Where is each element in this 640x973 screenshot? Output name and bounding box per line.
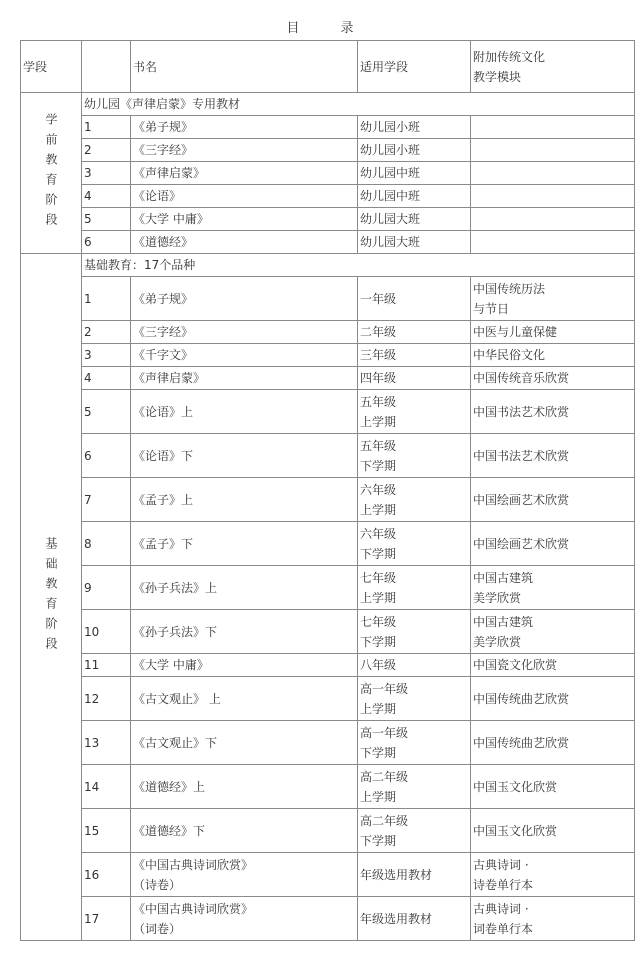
grade-line2: 下学期 — [360, 546, 397, 561]
table-row — [21, 277, 635, 321]
module-line1: 中国传统音乐欣赏 — [473, 371, 570, 385]
module-line1: 中医与儿童保健 — [473, 325, 558, 339]
module-cell — [471, 522, 635, 566]
module-cell — [471, 116, 635, 139]
book-title: 《孟子》上 — [133, 492, 194, 507]
book-title: 《孟子》下 — [133, 536, 194, 551]
book-title: 《三字经》 — [133, 325, 194, 339]
module-line2: 美学欣赏 — [473, 634, 522, 649]
book-cell — [131, 321, 358, 344]
book-cell — [131, 677, 358, 721]
book-title: 《中国古典诗词欣赏》 — [133, 901, 254, 916]
book-cell — [131, 522, 358, 566]
grade-line1: 二年级 — [360, 325, 397, 339]
row-number: 16 — [82, 853, 131, 897]
grade-line2: 下学期 — [360, 634, 397, 649]
module-cell — [471, 478, 635, 522]
book-cell — [131, 344, 358, 367]
table-row — [21, 344, 635, 367]
preschool-subtitle: 幼儿园《声律启蒙》专用教材 — [82, 93, 635, 116]
book-subtitle: （诗卷） — [133, 877, 182, 892]
book-cell — [131, 566, 358, 610]
module-cell — [471, 162, 635, 185]
grade-cell: 幼儿园小班 — [358, 139, 471, 162]
module-line1: 中国玉文化欣赏 — [473, 823, 558, 838]
module-line2: 词卷单行本 — [473, 921, 534, 936]
book-title: 《道德经》下 — [133, 823, 206, 838]
grade-line1: 年级选用教材 — [360, 867, 433, 882]
module-cell — [471, 208, 635, 231]
table-row — [21, 721, 635, 765]
grade-line1: 七年级 — [360, 570, 397, 585]
grade-line1: 一年级 — [360, 291, 397, 306]
book-title: 《弟子规》 — [131, 116, 358, 139]
table-row — [21, 478, 635, 522]
row-number: 3 — [82, 162, 131, 185]
table-row — [21, 566, 635, 610]
grade-line1: 五年级 — [360, 438, 397, 453]
book-cell — [131, 721, 358, 765]
page-title: 目 录 — [286, 21, 368, 36]
table-row — [21, 765, 635, 809]
book-cell — [131, 809, 358, 853]
module-line1: 中国绘画艺术欣赏 — [473, 492, 570, 507]
book-title: 《古文观止》下 — [133, 735, 218, 750]
header-row — [21, 41, 635, 93]
catalog-table — [20, 40, 635, 941]
row-number: 6 — [82, 231, 131, 254]
row-number: 4 — [82, 367, 131, 390]
module-cell — [471, 344, 635, 367]
row-number: 6 — [82, 434, 131, 478]
table-row — [21, 853, 635, 897]
module-cell — [471, 566, 635, 610]
table-row — [21, 897, 635, 941]
book-title: 《弟子规》 — [133, 291, 194, 306]
book-title: 《声律启蒙》 — [133, 371, 206, 385]
row-number: 17 — [82, 897, 131, 941]
book-subtitle: （词卷） — [133, 921, 182, 936]
grade-line1: 高二年级 — [360, 813, 409, 828]
grade-line1: 高一年级 — [360, 681, 409, 696]
grade-line2: 上学期 — [360, 789, 397, 804]
row-number: 7 — [82, 478, 131, 522]
table-row — [21, 231, 635, 254]
row-number: 15 — [82, 809, 131, 853]
preschool-subtitle-row — [21, 93, 635, 116]
module-cell — [471, 321, 635, 344]
grade-cell: 幼儿园中班 — [358, 185, 471, 208]
row-number: 4 — [82, 185, 131, 208]
grade-cell — [358, 897, 471, 941]
grade-cell — [358, 721, 471, 765]
row-number: 8 — [82, 522, 131, 566]
module-line1: 中国玉文化欣赏 — [473, 779, 558, 794]
module-cell — [471, 434, 635, 478]
grade-line2: 下学期 — [360, 745, 397, 760]
grade-line2: 下学期 — [360, 833, 397, 848]
module-line1: 中国传统曲艺欣赏 — [473, 735, 570, 750]
module-cell — [471, 721, 635, 765]
book-cell — [131, 277, 358, 321]
header-module — [471, 41, 635, 93]
module-cell — [471, 677, 635, 721]
header-book: 书名 — [131, 41, 358, 93]
module-cell — [471, 139, 635, 162]
grade-cell — [358, 853, 471, 897]
module-cell — [471, 231, 635, 254]
book-title: 《千字文》 — [133, 348, 194, 362]
book-cell — [131, 478, 358, 522]
grade-cell: 幼儿园大班 — [358, 208, 471, 231]
grade-line1: 年级选用教材 — [360, 911, 433, 926]
book-cell — [131, 390, 358, 434]
table-row — [21, 139, 635, 162]
book-title: 《道德经》 — [131, 231, 358, 254]
header-module-line2: 教学模块 — [473, 69, 522, 84]
grade-cell — [358, 344, 471, 367]
header-module-line1: 附加传统文化 — [473, 49, 546, 64]
row-number: 14 — [82, 765, 131, 809]
book-cell — [131, 610, 358, 654]
book-title: 《道德经》上 — [133, 779, 206, 794]
header-num — [82, 41, 131, 93]
grade-line2: 上学期 — [360, 502, 397, 517]
grade-line2: 上学期 — [360, 590, 397, 605]
row-number: 5 — [82, 390, 131, 434]
table-row — [21, 522, 635, 566]
grade-cell — [358, 522, 471, 566]
grade-cell — [358, 390, 471, 434]
module-line1: 古典诗词 · — [473, 857, 529, 872]
book-title: 《论语》 — [131, 185, 358, 208]
row-number: 9 — [82, 566, 131, 610]
grade-cell — [358, 654, 471, 677]
grade-cell — [358, 610, 471, 654]
grade-cell — [358, 677, 471, 721]
module-line1: 中国古建筑 — [473, 570, 534, 585]
grade-line1: 六年级 — [360, 526, 397, 541]
module-line1: 中国传统历法 — [473, 281, 546, 296]
table-row — [21, 367, 635, 390]
row-number: 2 — [82, 321, 131, 344]
table-row — [21, 434, 635, 478]
row-number: 13 — [82, 721, 131, 765]
row-number: 1 — [82, 277, 131, 321]
stage-basic: 基础教育阶段 — [21, 254, 82, 941]
module-cell — [471, 765, 635, 809]
grade-line1: 八年级 — [360, 658, 397, 672]
header-grade: 适用学段 — [358, 41, 471, 93]
book-title: 《中国古典诗词欣赏》 — [133, 857, 254, 872]
book-cell — [131, 765, 358, 809]
book-cell — [131, 853, 358, 897]
grade-cell — [358, 367, 471, 390]
row-number: 3 — [82, 344, 131, 367]
row-number: 1 — [82, 116, 131, 139]
module-line1: 中华民俗文化 — [473, 348, 546, 362]
book-cell — [131, 367, 358, 390]
grade-cell — [358, 765, 471, 809]
stage-preschool: 学前教育阶段 — [21, 93, 82, 254]
table-row — [21, 116, 635, 139]
book-title: 《孙子兵法》上 — [133, 580, 218, 595]
module-cell — [471, 610, 635, 654]
book-cell — [131, 654, 358, 677]
grade-line1: 四年级 — [360, 371, 397, 385]
module-cell — [471, 185, 635, 208]
table-row — [21, 610, 635, 654]
grade-cell — [358, 277, 471, 321]
table-row — [21, 162, 635, 185]
grade-cell — [358, 809, 471, 853]
table-row — [21, 809, 635, 853]
grade-cell — [358, 566, 471, 610]
table-row — [21, 677, 635, 721]
grade-line1: 高二年级 — [360, 769, 409, 784]
row-number: 5 — [82, 208, 131, 231]
row-number: 11 — [82, 654, 131, 677]
grade-line2: 下学期 — [360, 458, 397, 473]
book-cell — [131, 897, 358, 941]
grade-line2: 上学期 — [360, 414, 397, 429]
book-title: 《大学 中庸》 — [131, 208, 358, 231]
module-line1: 古典诗词 · — [473, 901, 529, 916]
row-number: 12 — [82, 677, 131, 721]
book-title: 《大学 中庸》 — [133, 658, 209, 672]
grade-cell — [358, 321, 471, 344]
grade-line1: 高一年级 — [360, 725, 409, 740]
module-line1: 中国书法艺术欣赏 — [473, 404, 570, 419]
book-title: 《论语》下 — [133, 448, 194, 463]
module-cell — [471, 277, 635, 321]
module-line1: 中国书法艺术欣赏 — [473, 448, 570, 463]
grade-cell — [358, 478, 471, 522]
module-cell — [471, 853, 635, 897]
module-line2: 诗卷单行本 — [473, 877, 534, 892]
module-cell — [471, 897, 635, 941]
table-row — [21, 390, 635, 434]
table-row — [21, 208, 635, 231]
module-line2: 与节日 — [473, 301, 510, 316]
book-cell — [131, 434, 358, 478]
module-line1: 中国绘画艺术欣赏 — [473, 536, 570, 551]
module-line1: 中国瓷文化欣赏 — [473, 658, 558, 672]
module-line1: 中国传统曲艺欣赏 — [473, 691, 570, 706]
row-number: 10 — [82, 610, 131, 654]
module-line2: 美学欣赏 — [473, 590, 522, 605]
book-title: 《论语》上 — [133, 404, 194, 419]
module-cell — [471, 809, 635, 853]
module-cell — [471, 654, 635, 677]
row-number: 2 — [82, 139, 131, 162]
grade-cell: 幼儿园中班 — [358, 162, 471, 185]
table-row — [21, 321, 635, 344]
basic-subtitle-row — [21, 254, 635, 277]
grade-line1: 三年级 — [360, 348, 397, 362]
grade-cell: 幼儿园大班 — [358, 231, 471, 254]
table-row — [21, 654, 635, 677]
basic-subtitle: 基础教育：17个品种 — [82, 254, 635, 277]
grade-line1: 五年级 — [360, 394, 397, 409]
module-cell — [471, 367, 635, 390]
book-title: 《声律启蒙》 — [131, 162, 358, 185]
header-stage: 学段 — [21, 41, 82, 93]
book-title: 《三字经》 — [131, 139, 358, 162]
grade-line1: 六年级 — [360, 482, 397, 497]
grade-cell — [358, 434, 471, 478]
grade-line1: 七年级 — [360, 614, 397, 629]
grade-line2: 上学期 — [360, 701, 397, 716]
book-title: 《孙子兵法》下 — [133, 624, 218, 639]
module-cell — [471, 390, 635, 434]
grade-cell: 幼儿园小班 — [358, 116, 471, 139]
module-line1: 中国古建筑 — [473, 614, 534, 629]
table-row — [21, 185, 635, 208]
book-title: 《古文观止》 上 — [133, 691, 221, 706]
